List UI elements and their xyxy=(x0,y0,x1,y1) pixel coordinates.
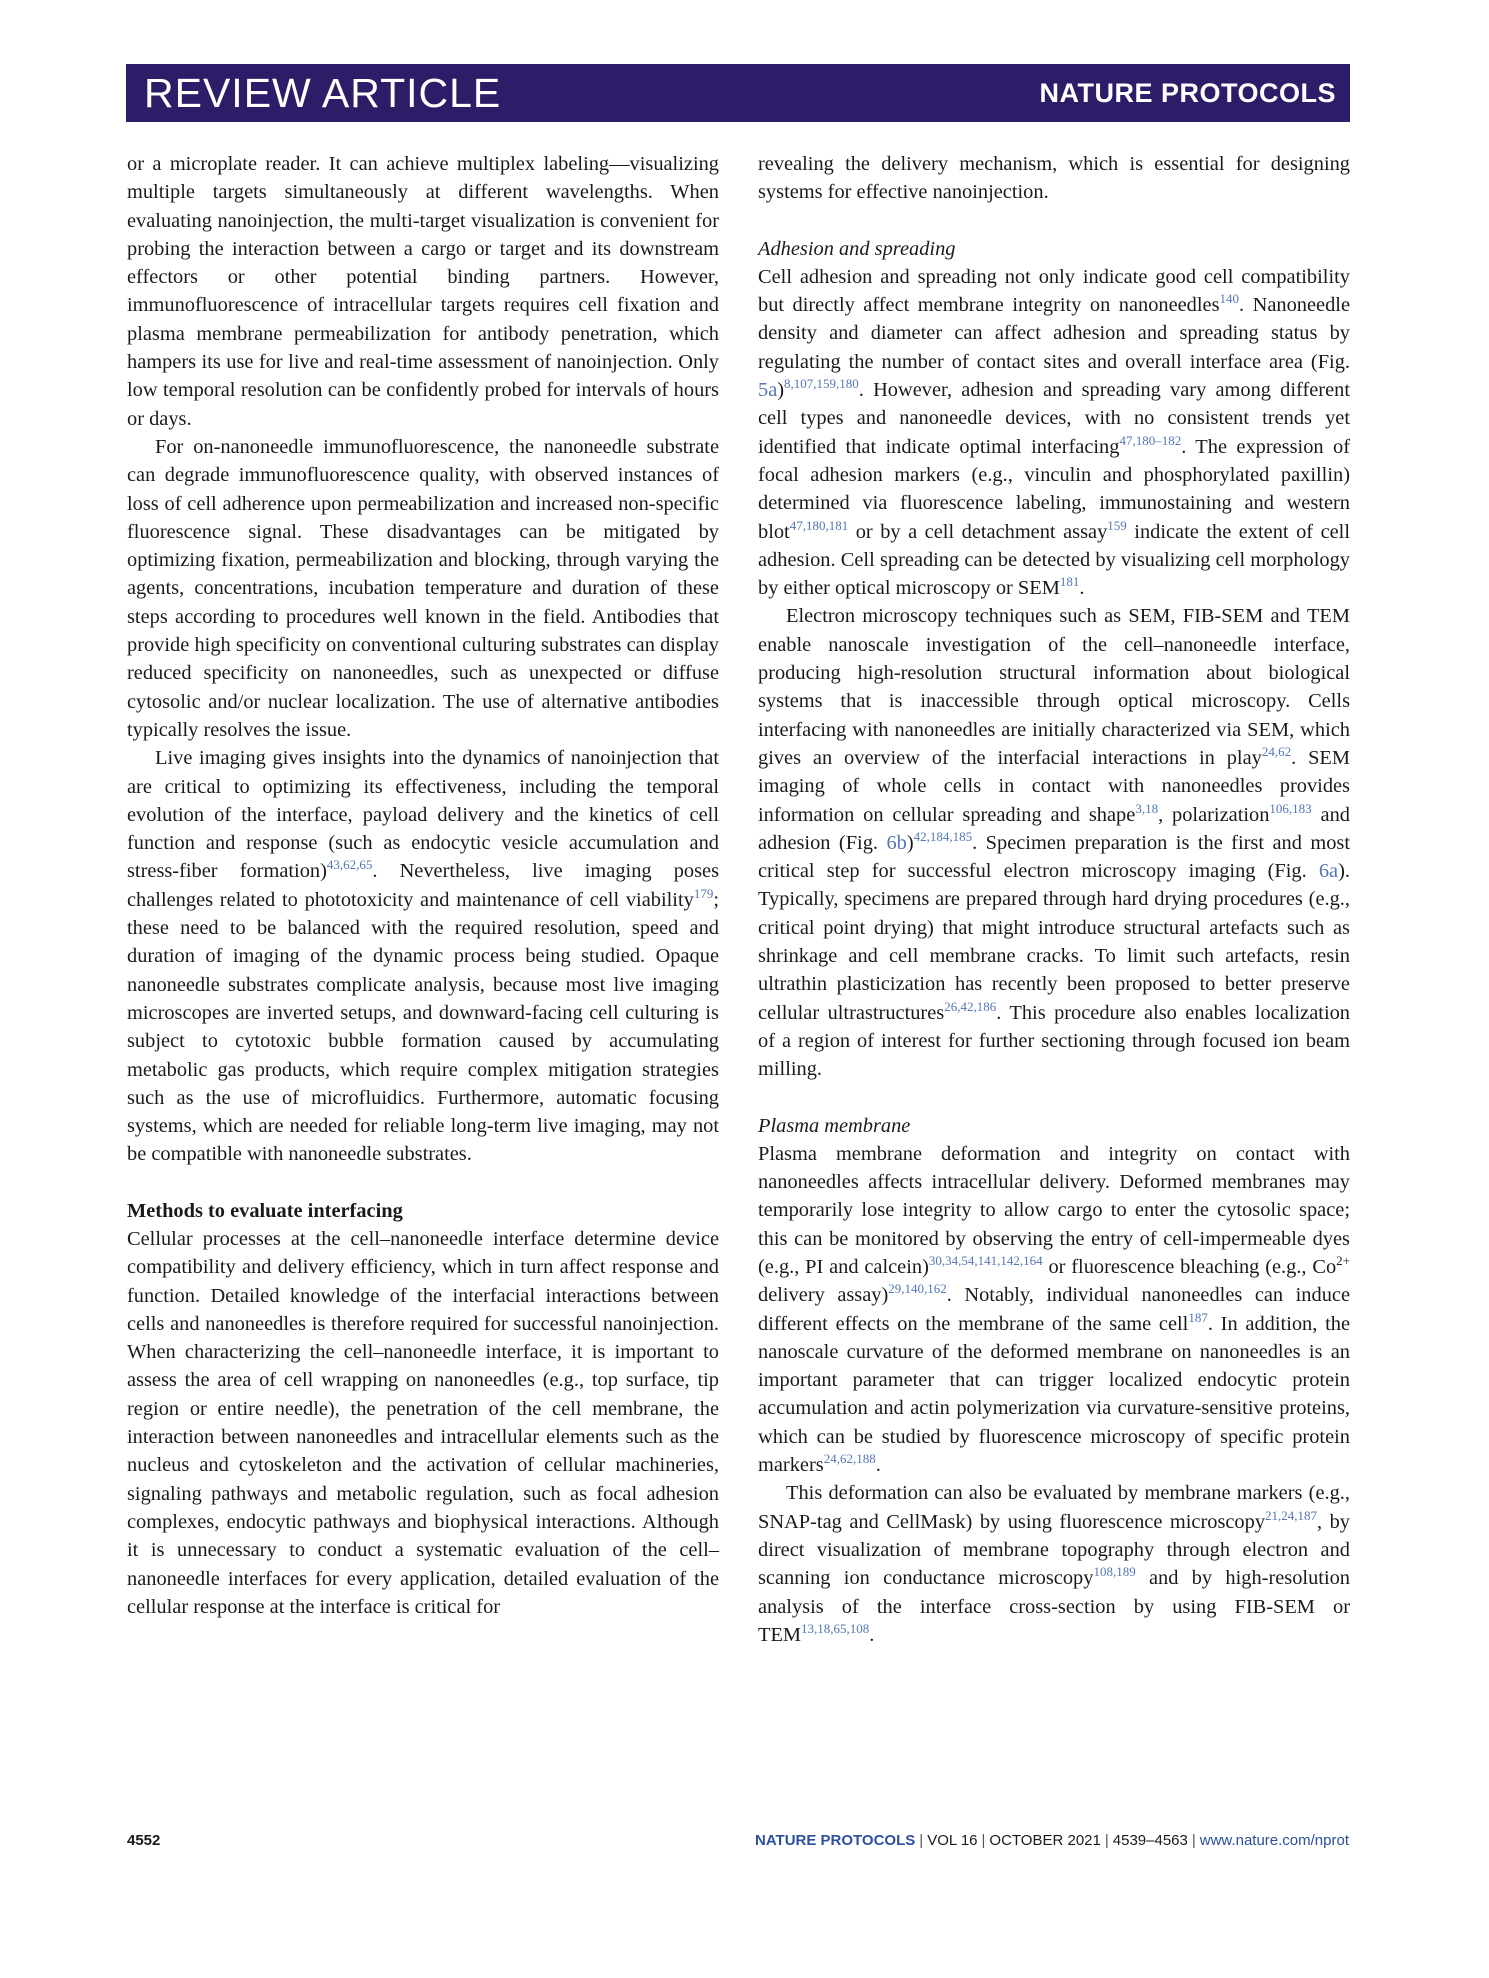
citation[interactable]: 106,183 xyxy=(1269,800,1312,816)
citation[interactable]: 179 xyxy=(693,885,714,901)
citation[interactable]: 47,180,181 xyxy=(789,517,849,533)
citation[interactable]: 29,140,162 xyxy=(888,1281,947,1297)
footer-journal: NATURE PROTOCOLS xyxy=(754,1831,916,1849)
paragraph: Electron microscopy techniques such as SEM, FIB-SEM and TEM enable nanoscale investigation of the cell–nanoneedle interface, producing high-resolution structural information about biological systems that is inaccessible through optical microscopy. Cells interfacing with nanoneedles are initially characterized via SEM, which gives an overview of the interfacial interactions in play$^{24,62}$. SEM imaging of whole cells in contact with nanoneedles provides information on cellular spreading and shape$^{3,18}$, polarization$^{106,183}$ and adhesion (Fig. 6b)$^{42,184,185}$. Specimen preparation is the first and most critical step for successful electron microscopy imaging (Fig. 6a). Typically, specimens are prepared through hard drying procedures (e.g., critical point drying) that might introduce structural artefacts such as shrinkage and cell membrane cracks. To limit such artefacts, resin ultrathin plasticization has recently been proposed to better preserve cellular ultrastructures$^{26,42,186}$. This procedure also enables localization of a region of interest for further sectioning through focused ion beam milling. xyxy=(758,605,1351,1081)
citation[interactable]: 21,24,187 xyxy=(1265,1507,1318,1523)
left-column xyxy=(127,150,719,1621)
page-number: 4552 xyxy=(127,1831,161,1849)
figure-link[interactable]: 6a xyxy=(1318,860,1339,883)
subsection-heading: Adhesion and spreading xyxy=(758,237,956,260)
citation[interactable]: 181 xyxy=(1059,574,1080,590)
superscript: 2+ xyxy=(1336,1253,1350,1269)
paragraph: or a microplate reader. It can achieve multiplex labeling—visualizing multiple targets simultaneously at different wavelengths. When evaluating nanoinjection, the multi-target visualization is convenient for probing the interaction between a cargo or target and its downstream effectors or other potential binding partners. However, immunofluorescence of intracellular targets requires cell fixation and plasma membrane permeabilization for antibody penetration, which hampers its use for live and real-time assessment of nanoinjection. Only low temporal resolution can be confidently probed for intervals of hours or days. xyxy=(127,153,719,430)
citation[interactable]: 26,42,186 xyxy=(944,998,997,1014)
citation[interactable]: 8,107,159,180 xyxy=(784,376,859,392)
citation[interactable]: 24,62 xyxy=(1261,744,1292,760)
citation[interactable]: 108,189 xyxy=(1093,1564,1136,1580)
page-header xyxy=(126,64,1350,122)
paragraph: revealing the delivery mechanism, which is essential for designing systems for effective nanoinjection. xyxy=(758,153,1350,204)
footer-citation: NATURE PROTOCOLS | VOL 16 | OCTOBER 2021 | 4539–4563 | www.nature.com/nprot xyxy=(754,1831,1349,1849)
citation[interactable]: 3,18 xyxy=(1135,800,1159,816)
citation[interactable]: 187 xyxy=(1188,1309,1208,1325)
paragraph: Live imaging gives insights into the dynamics of nanoinjection that are critical to optimizing its effectiveness, including the temporal evolution of the interface, payload delivery and the kinetics of cell function and response (such as endocytic vesicle accumulation and stress-fiber formation)$^{43,62,65}$. Nevertheless, live imaging poses challenges related to phototoxicity and maintenance of cell viability$^{179}$; these need to be balanced with the required resolution, speed and duration of imaging of the dynamic process being studied. Opaque nanoneedle substrates complicate analysis, because most live imaging microscopes are inverted setups, and downward-facing cell culturing is subject to cytotoxic bubble formation caused by accumulating metabolic gas products, which require complex mitigation strategies such as the use of microfluidics. Furthermore, automatic focusing systems, which are needed for reliable long-term live imaging, may not be compatible with nanoneedle substrates. xyxy=(127,747,719,1166)
citation[interactable]: 43,62,65 xyxy=(326,857,373,873)
citation[interactable]: 42,184,185 xyxy=(913,829,973,845)
figure-link[interactable]: 5a xyxy=(758,379,778,402)
paragraph: Cell adhesion and spreading not only indicate good cell compatibility but directly affect membrane integrity on nanoneedles$^{140}$. Nanoneedle density and diameter can affect adhesion and spreading status by regulating the number of contact sites and overall interface area (Fig. 5a)$^{8,107,159,180}$. However, adhesion and spreading vary among different cell types and nanoneedle devices, with no consistent trends yet identified that indicate optimal interfacing$^{47,180-182}$. The expression of focal adhesion markers (e.g., vinculin and phosphorylated paxillin) determined via fluorescence labeling, immunostaining and western blot$^{47,180,181}$ or by a cell detachment assay$^{159}$ indicate the extent of cell adhesion. Cell spreading can be detected by visualizing cell morphology by either optical microscopy or SEM$^{181}$. xyxy=(758,265,1350,600)
journal-url-link[interactable]: www.nature.com/nprot xyxy=(1199,1831,1349,1849)
citation[interactable]: 140 xyxy=(1219,291,1240,307)
page-footer xyxy=(127,1827,1349,1853)
journal-name-label: NATURE PROTOCOLS xyxy=(1039,77,1336,108)
footer-pages: 4539–4563 xyxy=(1112,1831,1188,1849)
footer-date: OCTOBER 2021 xyxy=(989,1831,1101,1849)
citation[interactable]: 159 xyxy=(1107,517,1127,533)
figure-link[interactable]: 6b xyxy=(886,831,907,854)
paragraph: Cellular processes at the cell–nanoneedle interface determine device compatibility and delivery efficiency, which in turn affect response and function. Detailed knowledge of the interfacial interactions between cells and nanoneedles is therefore required for successful nanoinjection. When characterizing the cell–nanoneedle interface, it is important to assess the area of cell wrapping on nanoneedles (e.g., top surface, tip region or entire needle), the penetration of the cell membrane, the interaction between nanoneedles and intracellular elements such as the nucleus and cytoskeleton and the activation of cellular machineries, signaling pathways and metabolic regulation, such as focal adhesion complexes, endocytic pathways and biophysical interactions. Although it is unnecessary to conduct a systematic evaluation of the cell–nanoneedle interfaces for every application, detailed evaluation of the cellular response at the interface is critical for xyxy=(127,1227,719,1618)
section-heading: Methods to evaluate interfacing xyxy=(127,1199,403,1222)
footer-volume: VOL 16 xyxy=(927,1831,978,1849)
article-type-label: REVIEW ARTICLE xyxy=(144,69,502,116)
right-column xyxy=(758,150,1350,1649)
citation[interactable]: 13,18,65,108 xyxy=(801,1621,870,1637)
subsection-heading: Plasma membrane xyxy=(758,1114,911,1137)
paragraph: This deformation can also be evaluated by membrane markers (e.g., SNAP-tag and CellMask) by using fluorescence microscopy$^{21,24,187}$, by direct visualization of membrane topography through electron and scanning ion conductance microscopy$^{108,189}$ and by high-resolution analysis of the interface cross-section by using FIB-SEM or TEM$^{13,18,65,108}$. xyxy=(758,1482,1351,1646)
citation[interactable]: 47,180–182 xyxy=(1119,432,1182,448)
paragraph: Plasma membrane deformation and integrity on contact with nanoneedles affects intracellular delivery. Deformed membranes may temporarily lose integrity to allow cargo to enter the cytosolic space; this can be monitored by observing the entry of cell-impermeable dyes (e.g., PI and calcein)$^{30,34,54,141,142,164}$ or fluorescence bleaching (e.g., $Co^{2+}$ delivery assay)$^{29,140,162}$. Notably, individual nanoneedles can induce different effects on the membrane of the same cell$^{187}$. In addition, the nanoscale curvature of the deformed membrane on nanoneedles is an important parameter that can trigger localized endocytic protein accumulation and actin polymerization via curvature-sensitive proteins, which can be studied by fluorescence microscopy of specific protein markers$^{24,62,188}$. xyxy=(758,1142,1350,1477)
citation[interactable]: 24,62,188 xyxy=(823,1451,876,1467)
citation[interactable]: 30,34,54,141,142,164 xyxy=(928,1253,1043,1269)
paragraph: For on-nanoneedle immunofluorescence, the nanoneedle substrate can degrade immunofluorescence quality, with observed instances of loss of cell adherence upon permeabilization and increased non-specific fluorescence signal. These disadvantages can be mitigated by optimizing fixation, permeabilization and blocking, through varying the agents, concentrations, incubation temperature and duration of these steps according to procedures well known in the field. Antibodies that provide high specificity on conventional culturing substrates can display reduced specificity on nanoneedles, such as unexpected or diffuse cytosolic and/or nuclear localization. The use of alternative antibodies typically resolves the issue. xyxy=(127,435,719,741)
